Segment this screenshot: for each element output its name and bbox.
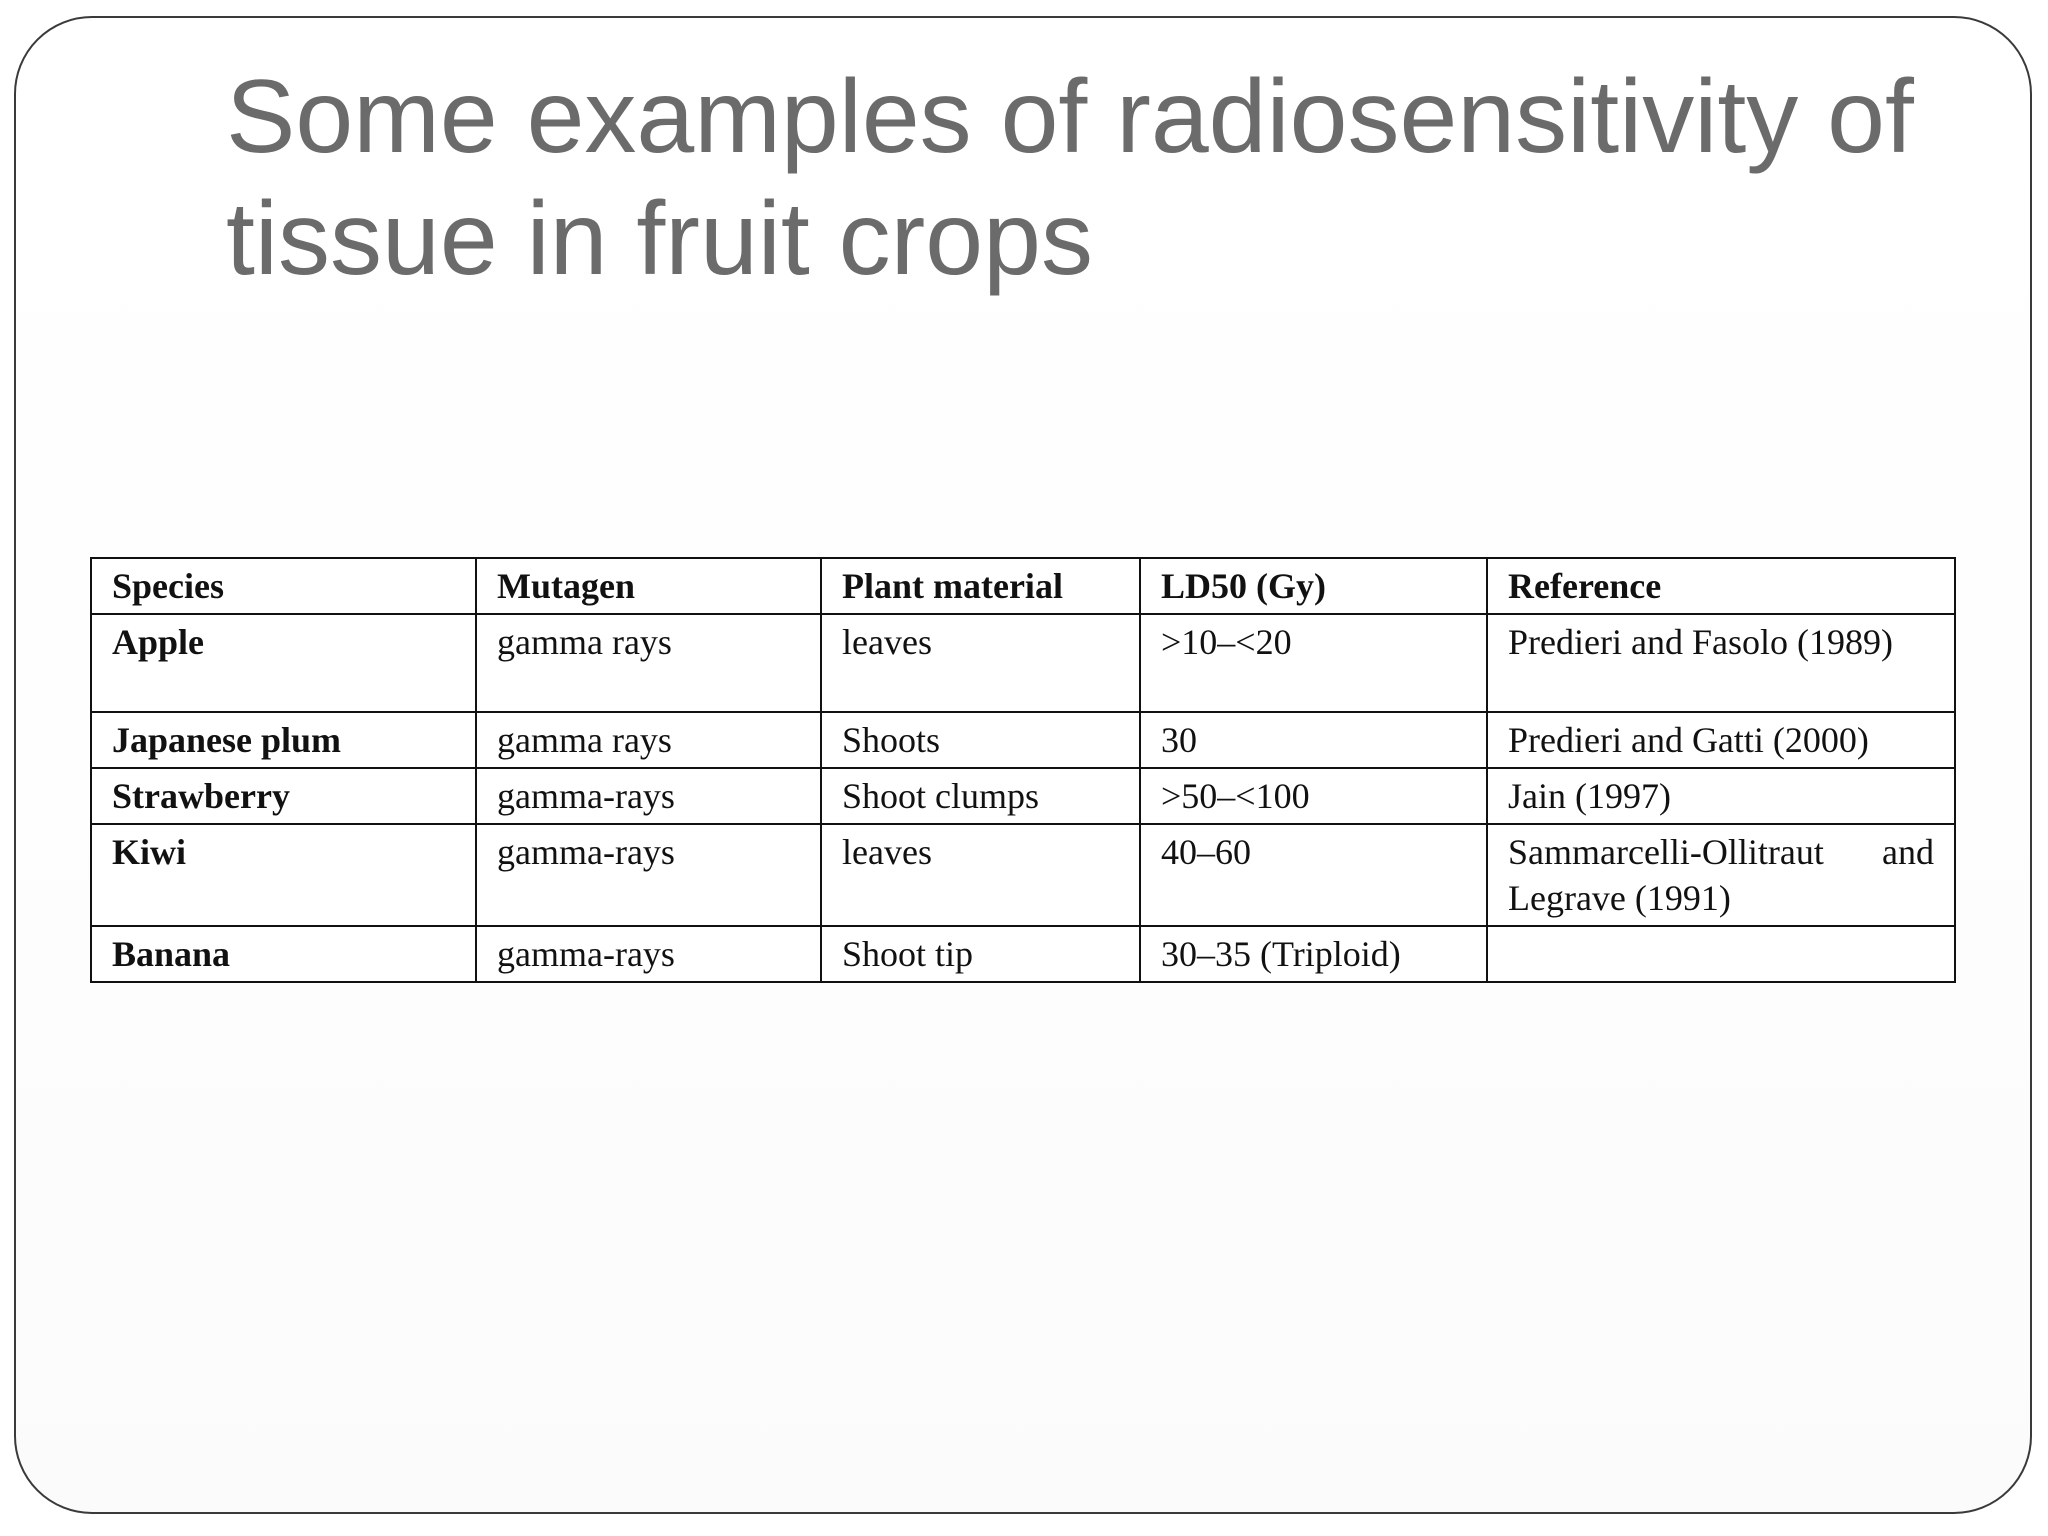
cell-mutagen: gamma-rays — [476, 824, 821, 926]
cell-ld50: 40–60 — [1140, 824, 1487, 926]
cell-species: Banana — [91, 926, 476, 982]
header-reference: Reference — [1487, 558, 1955, 614]
table-row — [91, 824, 1955, 926]
cell-species: Kiwi — [91, 824, 476, 926]
table-row — [91, 926, 1955, 982]
cell-mutagen: gamma rays — [476, 614, 821, 712]
table-row — [91, 712, 1955, 768]
cell-plant-material: Shoot tip — [821, 926, 1140, 982]
cell-ld50: >10–<20 — [1140, 614, 1487, 712]
cell-mutagen: gamma rays — [476, 712, 821, 768]
radiosensitivity-table-container — [90, 557, 1954, 983]
radiosensitivity-table — [90, 557, 1956, 983]
cell-mutagen: gamma-rays — [476, 926, 821, 982]
cell-plant-material: Shoots — [821, 712, 1140, 768]
table-row — [91, 768, 1955, 824]
cell-plant-material: Shoot clumps — [821, 768, 1140, 824]
header-species: Species — [91, 558, 476, 614]
cell-plant-material: leaves — [821, 824, 1140, 926]
cell-species: Strawberry — [91, 768, 476, 824]
cell-reference: Predieri and Gatti (2000) — [1487, 712, 1955, 768]
header-plant-material: Plant material — [821, 558, 1140, 614]
cell-ld50: >50–<100 — [1140, 768, 1487, 824]
cell-reference: Jain (1997) — [1487, 768, 1955, 824]
cell-ld50: 30 — [1140, 712, 1487, 768]
cell-reference — [1487, 926, 1955, 982]
cell-species: Apple — [91, 614, 476, 712]
slide-title: Some examples of radiosensitivity of tissue in fruit crops — [226, 59, 1914, 297]
header-mutagen: Mutagen — [476, 558, 821, 614]
header-ld50: LD50 (Gy) — [1140, 558, 1487, 614]
table-header-row — [91, 558, 1955, 614]
cell-reference: Predieri and Fasolo (1989) — [1487, 614, 1955, 712]
cell-ld50: 30–35 (Triploid) — [1140, 926, 1487, 982]
cell-species: Japanese plum — [91, 712, 476, 768]
cell-reference: Sammarcelli-Ollitraut and Legrave (1991) — [1487, 824, 1955, 926]
cell-mutagen: gamma-rays — [476, 768, 821, 824]
table-row — [91, 614, 1955, 712]
cell-plant-material: leaves — [821, 614, 1140, 712]
